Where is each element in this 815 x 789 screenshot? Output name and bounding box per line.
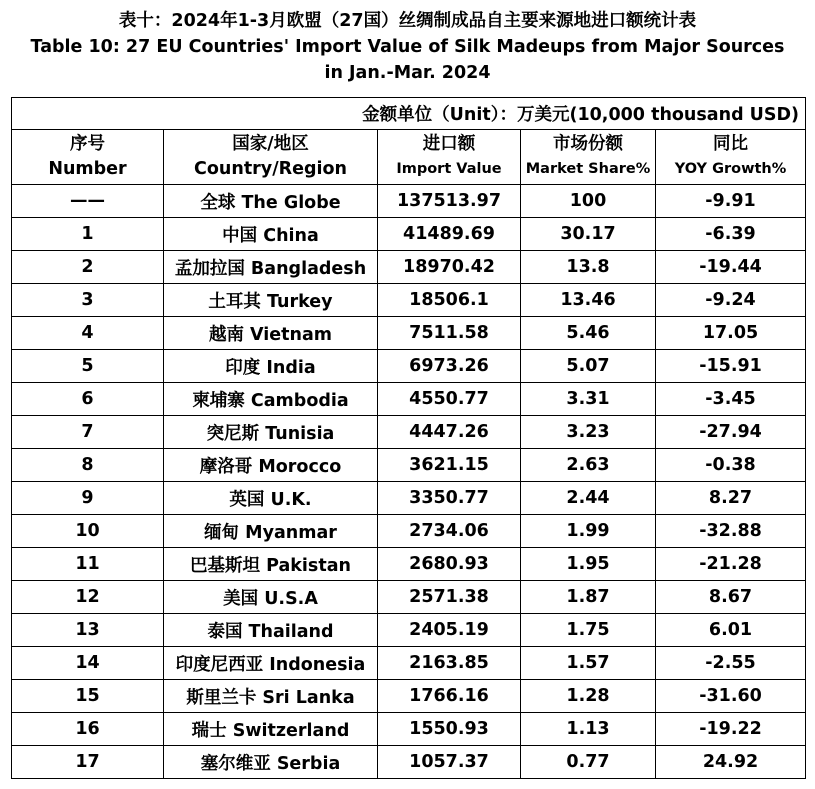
title-english: Table 10: 27 EU Countries' Import Value of Silk Madeups from Major Sources <box>30 37 785 57</box>
cell-number: —— <box>12 185 164 218</box>
table-row <box>12 680 806 713</box>
cell-country: 突尼斯 Tunisia <box>164 416 378 449</box>
table-row <box>12 614 806 647</box>
table-row <box>12 548 806 581</box>
cell-market-share: 2.44 <box>521 482 656 515</box>
cell-import-value: 6973.26 <box>378 350 521 383</box>
table-row <box>12 647 806 680</box>
table-row <box>12 713 806 746</box>
cell-market-share: 13.8 <box>521 251 656 284</box>
header-import-value-zh: 进口额 <box>422 134 476 154</box>
cell-yoy-growth: -6.39 <box>656 218 806 251</box>
cell-yoy-growth: 17.05 <box>656 317 806 350</box>
cell-yoy-growth: -19.22 <box>656 713 806 746</box>
cell-country: 全球 The Globe <box>164 185 378 218</box>
cell-number: 17 <box>12 746 164 779</box>
cell-import-value: 1550.93 <box>378 713 521 746</box>
unit-label: 金额单位（Unit）：万美元(10,000 thousand USD) <box>12 98 806 130</box>
cell-number: 7 <box>12 416 164 449</box>
cell-yoy-growth: 24.92 <box>656 746 806 779</box>
unit-row <box>12 98 806 130</box>
cell-import-value: 2680.93 <box>378 548 521 581</box>
cell-yoy-growth: -9.91 <box>656 185 806 218</box>
cell-number: 9 <box>12 482 164 515</box>
table-row <box>12 416 806 449</box>
cell-number: 2 <box>12 251 164 284</box>
cell-country: 缅甸 Myanmar <box>164 515 378 548</box>
cell-market-share: 1.57 <box>521 647 656 680</box>
cell-import-value: 137513.97 <box>378 185 521 218</box>
cell-import-value: 1766.16 <box>378 680 521 713</box>
table-row <box>12 449 806 482</box>
cell-yoy-growth: -21.28 <box>656 548 806 581</box>
cell-import-value: 2571.38 <box>378 581 521 614</box>
cell-market-share: 5.07 <box>521 350 656 383</box>
cell-yoy-growth: -31.60 <box>656 680 806 713</box>
cell-number: 11 <box>12 548 164 581</box>
cell-market-share: 1.95 <box>521 548 656 581</box>
cell-market-share: 2.63 <box>521 449 656 482</box>
cell-country: 越南 Vietnam <box>164 317 378 350</box>
cell-import-value: 4550.77 <box>378 383 521 416</box>
header-import-value-en: Import Value <box>396 161 502 177</box>
cell-market-share: 1.99 <box>521 515 656 548</box>
cell-import-value: 2163.85 <box>378 647 521 680</box>
cell-number: 13 <box>12 614 164 647</box>
table-row <box>12 482 806 515</box>
cell-import-value: 41489.69 <box>378 218 521 251</box>
cell-country: 印度尼西亚 Indonesia <box>164 647 378 680</box>
title-chinese: 表十：2024年1-3月欧盟（27国）丝绸制成品自主要来源地进口额统计表 <box>118 11 697 31</box>
cell-yoy-growth: -0.38 <box>656 449 806 482</box>
header-market-share-en: Market Share% <box>525 161 651 177</box>
cell-country: 斯里兰卡 Sri Lanka <box>164 680 378 713</box>
cell-yoy-growth: 8.27 <box>656 482 806 515</box>
cell-country: 塞尔维亚 Serbia <box>164 746 378 779</box>
header-number-zh: 序号 <box>70 134 105 154</box>
header-import-value <box>378 130 521 185</box>
table-row <box>12 515 806 548</box>
header-row <box>12 130 806 185</box>
cell-yoy-growth: -3.45 <box>656 383 806 416</box>
cell-market-share: 3.23 <box>521 416 656 449</box>
table-row <box>12 317 806 350</box>
table-row <box>12 185 806 218</box>
cell-import-value: 18970.42 <box>378 251 521 284</box>
cell-market-share: 0.77 <box>521 746 656 779</box>
header-yoy-growth <box>656 130 806 185</box>
header-country-zh: 国家/地区 <box>232 134 309 154</box>
cell-market-share: 5.46 <box>521 317 656 350</box>
table-row <box>12 383 806 416</box>
table-row <box>12 284 806 317</box>
cell-market-share: 100 <box>521 185 656 218</box>
import-value-table <box>11 97 806 779</box>
cell-import-value: 2405.19 <box>378 614 521 647</box>
table-row <box>12 350 806 383</box>
cell-yoy-growth: -9.24 <box>656 284 806 317</box>
table-row <box>12 746 806 779</box>
cell-number: 8 <box>12 449 164 482</box>
cell-yoy-growth: -19.44 <box>656 251 806 284</box>
cell-import-value: 4447.26 <box>378 416 521 449</box>
header-country <box>164 130 378 185</box>
table-row <box>12 581 806 614</box>
cell-yoy-growth: 6.01 <box>656 614 806 647</box>
table-title <box>0 0 815 86</box>
cell-country: 柬埔寨 Cambodia <box>164 383 378 416</box>
cell-number: 16 <box>12 713 164 746</box>
cell-number: 6 <box>12 383 164 416</box>
cell-number: 1 <box>12 218 164 251</box>
table-row <box>12 251 806 284</box>
cell-yoy-growth: -2.55 <box>656 647 806 680</box>
header-number-en: Number <box>48 159 127 179</box>
cell-country: 孟加拉国 Bangladesh <box>164 251 378 284</box>
cell-number: 12 <box>12 581 164 614</box>
table-row <box>12 218 806 251</box>
cell-market-share: 1.28 <box>521 680 656 713</box>
cell-country: 美国 U.S.A <box>164 581 378 614</box>
cell-market-share: 1.87 <box>521 581 656 614</box>
cell-country: 摩洛哥 Morocco <box>164 449 378 482</box>
cell-country: 巴基斯坦 Pakistan <box>164 548 378 581</box>
cell-import-value: 3621.15 <box>378 449 521 482</box>
header-market-share-zh: 市场份额 <box>553 134 623 154</box>
cell-yoy-growth: -27.94 <box>656 416 806 449</box>
cell-country: 英国 U.K. <box>164 482 378 515</box>
header-country-en: Country/Region <box>194 159 347 179</box>
cell-country: 泰国 Thailand <box>164 614 378 647</box>
cell-market-share: 30.17 <box>521 218 656 251</box>
cell-number: 14 <box>12 647 164 680</box>
cell-yoy-growth: -15.91 <box>656 350 806 383</box>
cell-country: 印度 India <box>164 350 378 383</box>
cell-market-share: 13.46 <box>521 284 656 317</box>
cell-number: 5 <box>12 350 164 383</box>
cell-market-share: 3.31 <box>521 383 656 416</box>
header-number <box>12 130 164 185</box>
cell-country: 瑞士 Switzerland <box>164 713 378 746</box>
cell-yoy-growth: 8.67 <box>656 581 806 614</box>
header-yoy-growth-zh: 同比 <box>713 134 749 154</box>
cell-number: 15 <box>12 680 164 713</box>
title-english-period: in Jan.-Mar. 2024 <box>324 63 491 83</box>
cell-number: 10 <box>12 515 164 548</box>
cell-import-value: 7511.58 <box>378 317 521 350</box>
cell-country: 土耳其 Turkey <box>164 284 378 317</box>
cell-import-value: 1057.37 <box>378 746 521 779</box>
cell-number: 4 <box>12 317 164 350</box>
header-market-share <box>521 130 656 185</box>
cell-import-value: 2734.06 <box>378 515 521 548</box>
header-yoy-growth-en: YOY Growth% <box>674 161 787 177</box>
cell-market-share: 1.75 <box>521 614 656 647</box>
cell-import-value: 18506.1 <box>378 284 521 317</box>
cell-country: 中国 China <box>164 218 378 251</box>
cell-import-value: 3350.77 <box>378 482 521 515</box>
cell-market-share: 1.13 <box>521 713 656 746</box>
cell-yoy-growth: -32.88 <box>656 515 806 548</box>
cell-number: 3 <box>12 284 164 317</box>
